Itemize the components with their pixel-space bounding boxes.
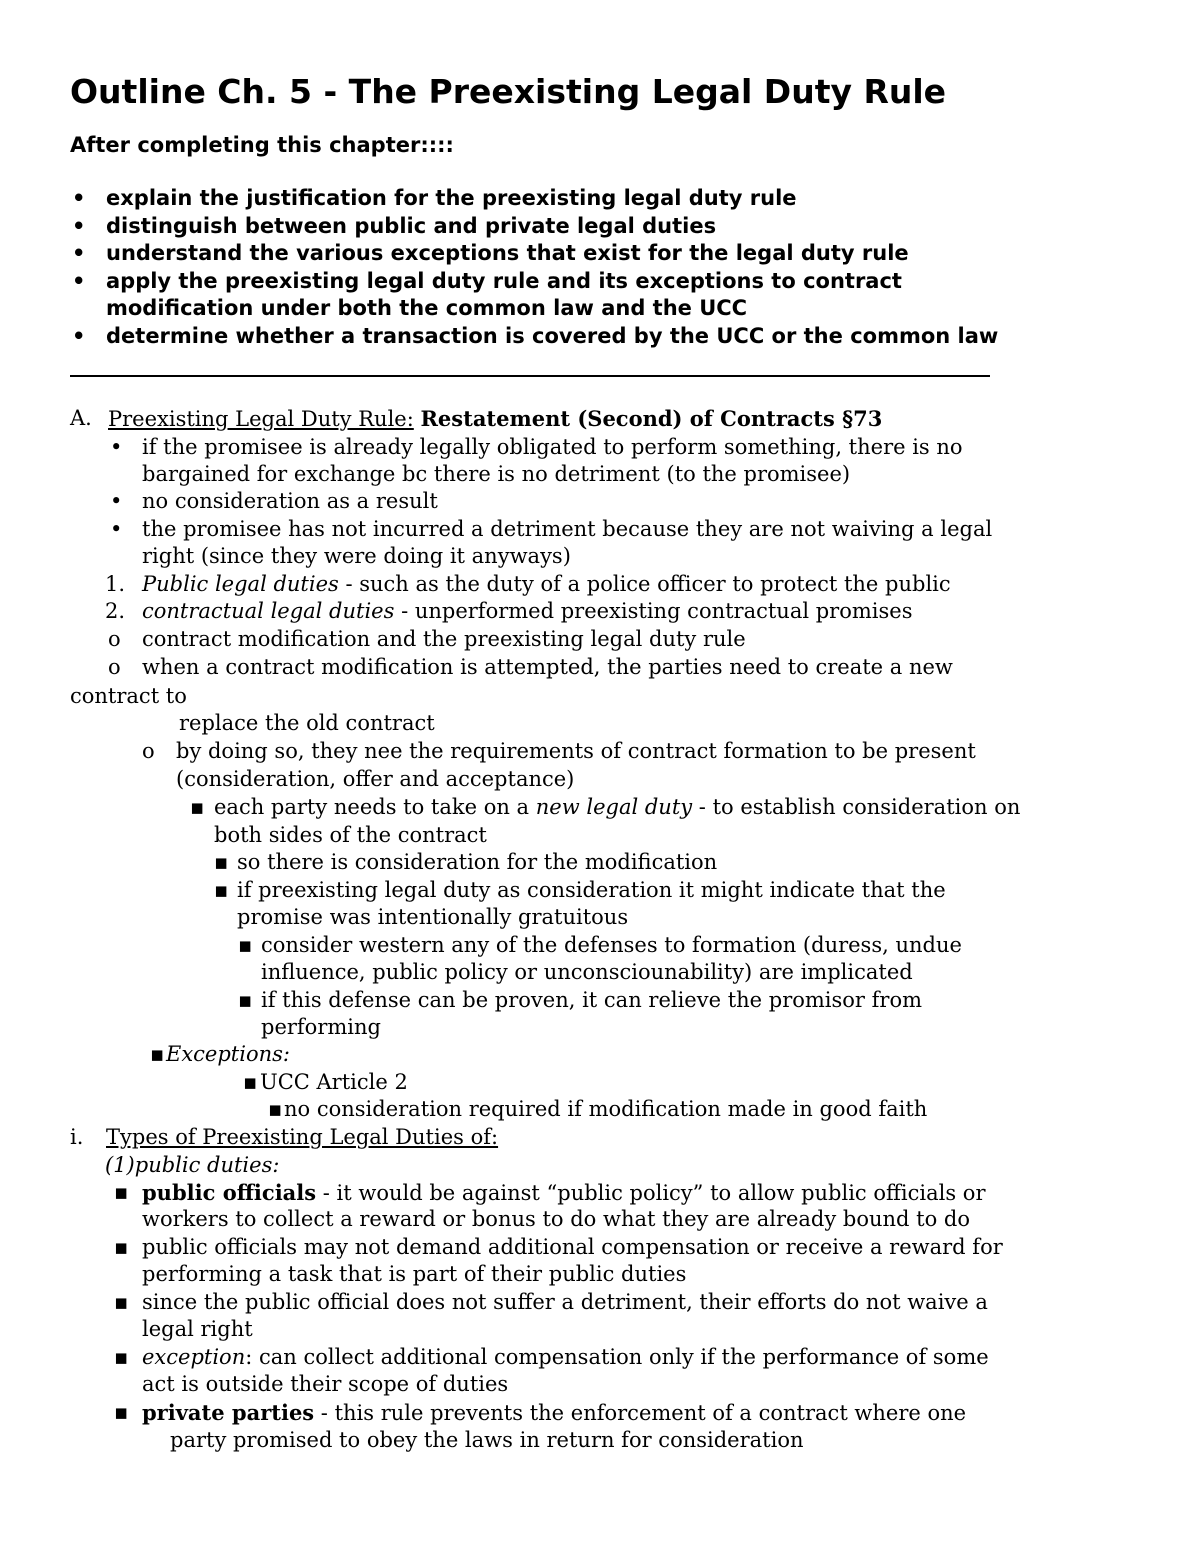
list-item: • the promisee has not incurred a detriment because they are not waiving a legal: [110, 516, 960, 543]
list-item: ▪ if preexisting legal duty as consideration it might indicate that the: [214, 877, 923, 904]
bullet-icon: •: [110, 517, 123, 541]
section-letter: A.: [70, 406, 92, 430]
list-item: o by doing so, they nee the requirements of contract formation to be present: [142, 738, 942, 765]
list-item-continuation: replace the old contract: [179, 711, 435, 735]
section-i-heading: i. Types of Preexisting Legal Duties of:: [70, 1124, 462, 1151]
list-item-continuation: (consideration, offer and acceptance): [176, 767, 575, 791]
objective-item: • determine whether a transaction is covered by the UCC or the common law: [70, 323, 1150, 351]
list-item: ▪ consider western any of the defenses to formation (duress, undue: [238, 932, 939, 959]
list-item: • if the promisee is already legally obligated to perform something, there is no: [110, 434, 931, 461]
list-item: ▪ each party needs to take on a new legal duty - to establish consideration on: [190, 794, 996, 821]
objective-item: • apply the preexisting legal duty rule and its exceptions to contract modification under both the common law and the UCC: [72, 268, 902, 320]
list-item-continuation: right (since they were doing it anyways): [142, 544, 571, 568]
ucc-item: ▪ UCC Article 2: [243, 1069, 391, 1096]
horizontal-divider: [70, 375, 990, 377]
square-bullet-icon: ▪: [114, 1345, 129, 1369]
circle-bullet-icon: o: [108, 627, 121, 651]
section-numeral: i.: [70, 1125, 84, 1149]
list-item-continuation: contract to: [70, 684, 187, 708]
list-item: ▪ public officials may not demand additional compensation or receive a reward for: [114, 1234, 975, 1261]
square-bullet-icon: ▪: [114, 1290, 129, 1314]
list-item-continuation: performing: [261, 1015, 381, 1039]
list-item-continuation: act is outside their scope of duties: [142, 1372, 509, 1396]
item-number: 1.: [105, 572, 126, 596]
list-item-continuation: legal right: [142, 1317, 253, 1341]
page-title: Outline Ch. 5 - The Preexisting Legal Duty Rule: [70, 72, 947, 111]
list-item: o contract modification and the preexisting legal duty rule: [108, 626, 712, 653]
list-item-continuation: bargained for exchange bc there is no detriment (to the promisee): [142, 462, 851, 486]
section-a-heading: [70, 405, 883, 433]
list-item-continuation: performing a task that is part of their public duties: [142, 1262, 687, 1286]
square-bullet-icon: ▪: [238, 988, 253, 1012]
list-item: ▪ exception: can collect additional compensation only if the performance of some: [114, 1344, 961, 1371]
bullet-icon: •: [110, 435, 123, 459]
bullet-icon: •: [72, 268, 86, 293]
numbered-item-contractual-duties: 2. contractual legal duties - unperformed preexisting contractual promises: [105, 598, 875, 625]
square-bullet-icon: ▪: [268, 1097, 283, 1121]
square-bullet-icon: ▪: [190, 795, 205, 819]
list-item: ▪ if this defense can be proven, it can relieve the promisor from: [238, 987, 899, 1014]
list-item: ▪ since the public official does not suffer a detriment, their efforts do not waive a: [114, 1289, 960, 1316]
circle-bullet-icon: o: [108, 655, 121, 679]
bullet-icon: •: [72, 213, 86, 238]
square-bullet-icon: ▪: [214, 878, 229, 902]
list-item: ▪ so there is consideration for the modification: [214, 849, 694, 876]
square-bullet-icon: ▪: [238, 933, 253, 957]
list-item: • no consideration as a result: [110, 488, 406, 515]
item-number: 2.: [105, 599, 126, 623]
public-duties-subheading: (1)public duties:: [105, 1153, 280, 1177]
objective-item: • explain the justification for the preexisting legal duty rule: [70, 185, 1150, 213]
objective-item: • distinguish between public and private legal duties: [70, 213, 1150, 241]
objective-item: • understand the various exceptions that exist for the legal duty rule: [70, 240, 1150, 268]
list-item: ▪ public officials - it would be against “public policy” to allow public officials or: [114, 1180, 986, 1205]
bullet-icon: •: [72, 241, 86, 265]
restatement-citation: Restatement (Second) of Contracts §73: [420, 406, 883, 431]
square-bullet-icon: ▪: [243, 1070, 258, 1094]
bullet-icon: •: [110, 489, 123, 513]
list-item-continuation: workers to collect a reward or bonus to do what they are already bound to do: [142, 1207, 971, 1231]
square-bullet-icon: ▪: [214, 850, 229, 874]
bullet-icon: •: [72, 186, 86, 210]
square-bullet-icon: ▪: [150, 1042, 165, 1066]
square-bullet-icon: ▪: [114, 1180, 129, 1204]
exceptions-item: ▪ Exceptions:: [150, 1041, 274, 1068]
square-bullet-icon: ▪: [114, 1235, 129, 1259]
objectives-list: [70, 185, 1150, 350]
bullet-icon: •: [72, 323, 86, 348]
ucc-sub-item: ▪ no consideration required if modification made in good faith: [268, 1096, 911, 1123]
rule-heading-link: Preexisting Legal Duty Rule:: [108, 407, 414, 431]
list-item-continuation: influence, public policy or unconsciounability) are implicated: [261, 960, 913, 984]
list-item: ▪ private parties - this rule prevents the enforcement of a contract where one: [114, 1400, 967, 1425]
list-item-continuation: party promised to obey the laws in return for consideration: [170, 1428, 804, 1452]
list-item-continuation: both sides of the contract: [214, 823, 487, 847]
square-bullet-icon: ▪: [114, 1400, 129, 1424]
numbered-item-public-duties: 1. Public legal duties - such as the duty of a police officer to protect the public: [105, 571, 914, 598]
circle-bullet-icon: o: [142, 739, 155, 763]
list-item: o when a contract modification is attempted, the parties need to create a new: [108, 654, 919, 681]
list-item-continuation: promise was intentionally gratuitous: [237, 905, 629, 929]
chapter-subtitle: After completing this chapter::::: [70, 133, 454, 157]
